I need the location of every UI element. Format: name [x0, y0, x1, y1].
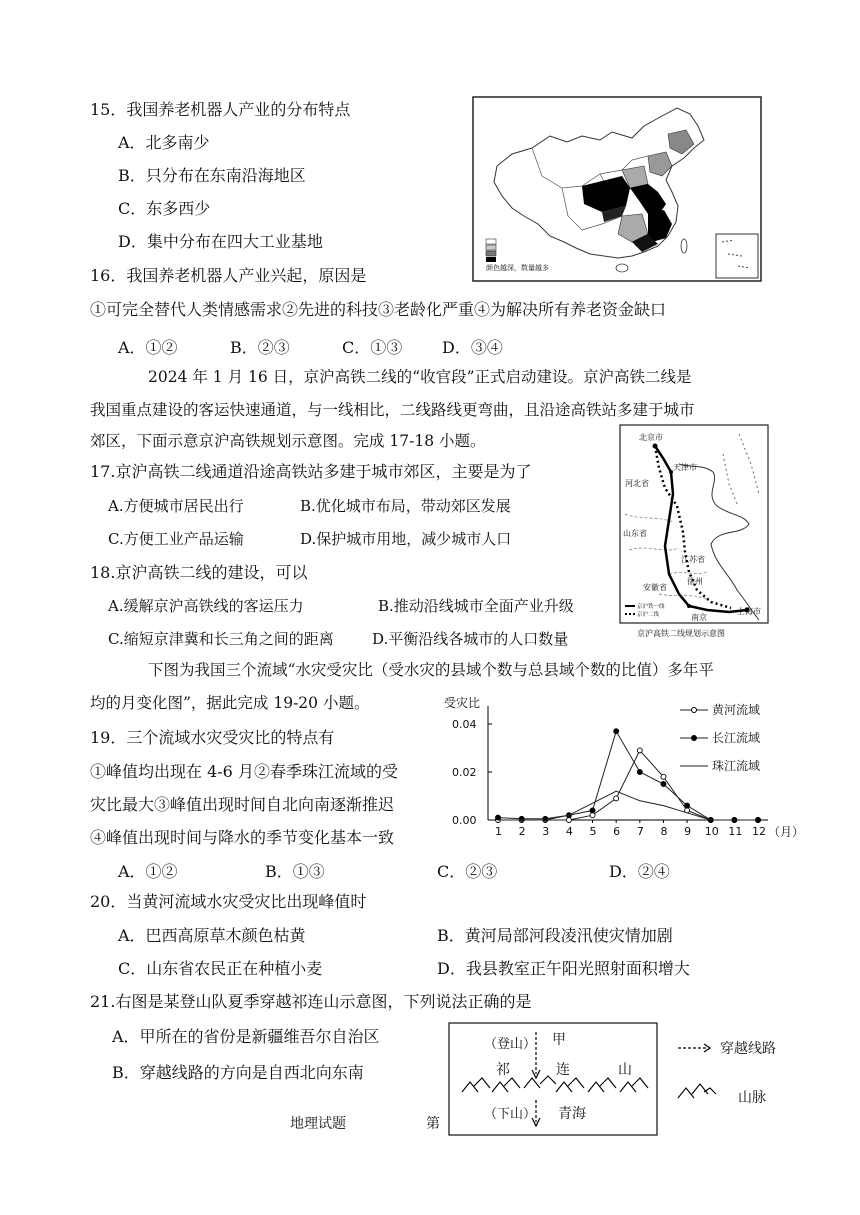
- footer-subject: 地理试题: [290, 1116, 346, 1132]
- legend-line-one: 京沪铁一线: [637, 604, 665, 610]
- q19-statement-3: ④峰值出现时间与降水的季节变化基本一致: [90, 828, 395, 847]
- q17-option-d: D.保护城市用地，减少城市人口: [300, 530, 512, 548]
- data-point: [590, 813, 595, 818]
- data-point: [637, 748, 642, 753]
- x-tick-label: 3: [542, 825, 550, 838]
- q18-option-a: A.缓解京沪高铁线的客运压力: [108, 597, 304, 615]
- data-point: [661, 782, 666, 787]
- passage1-line2: 我国重点建设的客运快速通道，与一线相比，二线路线更弯曲，且沿途高铁站多建于城市: [90, 401, 695, 419]
- q19-stem: 19．三个流域水灾受灾比的特点有: [90, 728, 335, 747]
- x-tick-label: 5: [589, 825, 597, 838]
- chart-svg: [440, 692, 805, 842]
- legend-marker: [692, 736, 697, 741]
- data-point: [496, 815, 501, 820]
- label-jia: 甲: [552, 1032, 566, 1048]
- label-down: （下山）: [484, 1107, 537, 1122]
- passage1-line3: 郊区，下面示意京沪高铁规划示意图。完成 17-18 小题。: [90, 432, 486, 450]
- label-qi: 祁: [496, 1062, 510, 1078]
- q18-stem: 18.京沪高铁二线的建设，可以: [90, 563, 308, 582]
- q15-option-c: C．东多西少: [118, 199, 211, 218]
- footer-page: 第: [426, 1116, 440, 1132]
- q16-option-d: D．③④: [442, 338, 503, 357]
- q18-option-b: B.推动沿线城市全面产业升级: [378, 597, 574, 615]
- legend-route: 穿越线路: [720, 1041, 776, 1057]
- label-lian: 连: [556, 1062, 570, 1078]
- label-qinghai: 青海: [558, 1106, 586, 1122]
- q19-statement-2: 灾比最大③峰值出现时间自北向南逐渐推迟: [90, 795, 395, 814]
- q19-statement-1: ①峰值均出现在 4-6 月②春季珠江流域的受: [90, 762, 398, 781]
- x-tick-label: 10: [704, 825, 719, 838]
- data-point: [543, 816, 548, 821]
- chart-ylabel: 受灾比: [444, 696, 481, 710]
- legend-label: 黄河流域: [712, 703, 761, 717]
- label-shandong: 山东省: [623, 529, 647, 538]
- q18-option-c: C.缩短京津冀和长三角之间的距离: [108, 630, 334, 648]
- passage2-line2: 均的月变化图”，据此完成 19-20 小题。: [90, 694, 370, 712]
- q17-option-a: A.方便城市居民出行: [108, 497, 244, 515]
- q15-option-b: B．只分布在东南沿海地区: [118, 166, 306, 185]
- q15-option-a: A．北多南少: [118, 133, 210, 152]
- q21-option-a: A．甲所在的省份是新疆维吾尔自治区: [112, 1027, 380, 1046]
- q16-option-c: C．①③: [342, 338, 403, 357]
- passage2-line1: 下图为我国三个流域“水灾受灾比（受水灾的县域个数与总县域个数的比值）多年平: [148, 661, 714, 679]
- q19-option-a: A．①②: [118, 862, 178, 881]
- q16-stem: 16．我国养老机器人产业兴起，原因是: [90, 266, 367, 285]
- x-tick-label: 2: [518, 825, 526, 838]
- q20-option-b: B．黄河局部河段凌汛使灾情加剧: [437, 926, 673, 945]
- data-point: [685, 803, 690, 808]
- flood-ratio-chart: [440, 692, 805, 842]
- qilian-crossing-diagram: [448, 1022, 818, 1138]
- map-caption: 京沪高铁二线规划示意图: [637, 629, 725, 638]
- label-tianjin: 天津市: [673, 463, 697, 472]
- x-tick-label: 7: [636, 825, 644, 838]
- label-hebei: 河北省: [625, 479, 649, 488]
- label-anhui: 安徽省: [643, 583, 667, 592]
- label-nanjing: 南京: [691, 613, 707, 622]
- legend-marker: [692, 708, 697, 713]
- x-tick-label: 6: [613, 825, 621, 838]
- x-tick-label: 12: [752, 825, 766, 838]
- x-tick-label: 8: [660, 825, 668, 838]
- legend-line-two: 京沪二线: [637, 612, 660, 618]
- data-point: [661, 774, 666, 779]
- q21-stem: 21.右图是某登山队夏季穿越祁连山示意图，下列说法正确的是: [90, 992, 532, 1011]
- y-tick-label: 0.02: [452, 766, 477, 779]
- label-shan: 山: [618, 1062, 632, 1078]
- q20-option-c: C．山东省农民正在种植小麦: [118, 959, 323, 978]
- china-robot-industry-map: [472, 96, 762, 282]
- q19-option-b: B．①③: [265, 862, 325, 881]
- legend-label: 珠江流域: [712, 759, 761, 773]
- data-point: [566, 818, 571, 823]
- series-line: [498, 791, 758, 820]
- data-point: [614, 796, 619, 801]
- q15-option-d: D．集中分布在四大工业基地: [118, 232, 323, 251]
- x-tick-label: 11: [728, 825, 743, 838]
- x-tick-label: 4: [565, 825, 573, 838]
- legend-label: 长江流域: [712, 731, 761, 745]
- q16-option-a: A．①②: [118, 338, 178, 357]
- q17-stem: 17.京沪高铁二线通道沿途高铁站多建于城市郊区，主要是为了: [90, 462, 532, 481]
- label-jiangsu: 江苏省: [681, 555, 705, 564]
- q16-option-b: B．②③: [230, 338, 290, 357]
- q20-stem: 20．当黄河流域水灾受灾比出现峰值时: [90, 892, 367, 911]
- label-beijing: 北京市: [639, 433, 663, 442]
- legend-mountain: 山脉: [738, 1090, 766, 1106]
- q17-option-c: C.方便工业产品运输: [108, 530, 244, 548]
- q20-option-d: D．我县教室正午阳光照射面积增大: [437, 959, 690, 978]
- q17-option-b: B.优化城市布局，带动郊区发展: [300, 497, 511, 515]
- q19-option-d: D．②④: [609, 862, 670, 881]
- q20-option-a: A．巴西高原草木颜色枯黄: [118, 926, 306, 945]
- data-point: [637, 770, 642, 775]
- y-tick-label: 0.00: [452, 814, 477, 827]
- label-up: （登山）: [484, 1037, 537, 1052]
- passage1-line1: 2024 年 1 月 16 日，京沪高铁二线的“收官段”正式启动建设。京沪高铁二线是: [148, 368, 692, 386]
- data-point: [590, 808, 595, 813]
- data-point: [519, 816, 524, 821]
- q21-option-b: B．穿越线路的方向是自西北向东南: [112, 1063, 364, 1082]
- x-tick-label: 1: [495, 825, 502, 838]
- label-xuzhou: 徐州: [687, 577, 703, 586]
- x-tick-label: 9: [684, 825, 692, 838]
- q19-option-c: C．②③: [437, 862, 498, 881]
- label-shanghai: 上海市: [737, 607, 761, 616]
- chart-xlabel: （月）: [768, 825, 805, 839]
- y-tick-label: 0.04: [452, 718, 477, 731]
- data-point: [614, 729, 619, 734]
- q15-stem: 15．我国养老机器人产业的分布特点: [90, 100, 351, 119]
- q16-statements: ①可完全替代人类情感需求②先进的科技③老龄化严重④为解决所有养老资金缺口: [90, 300, 667, 319]
- railway-plan-map: [619, 424, 769, 642]
- map-legend-text: 颜色越深，数量越多: [486, 264, 549, 272]
- q18-option-d: D.平衡沿线各城市的人口数量: [372, 630, 569, 648]
